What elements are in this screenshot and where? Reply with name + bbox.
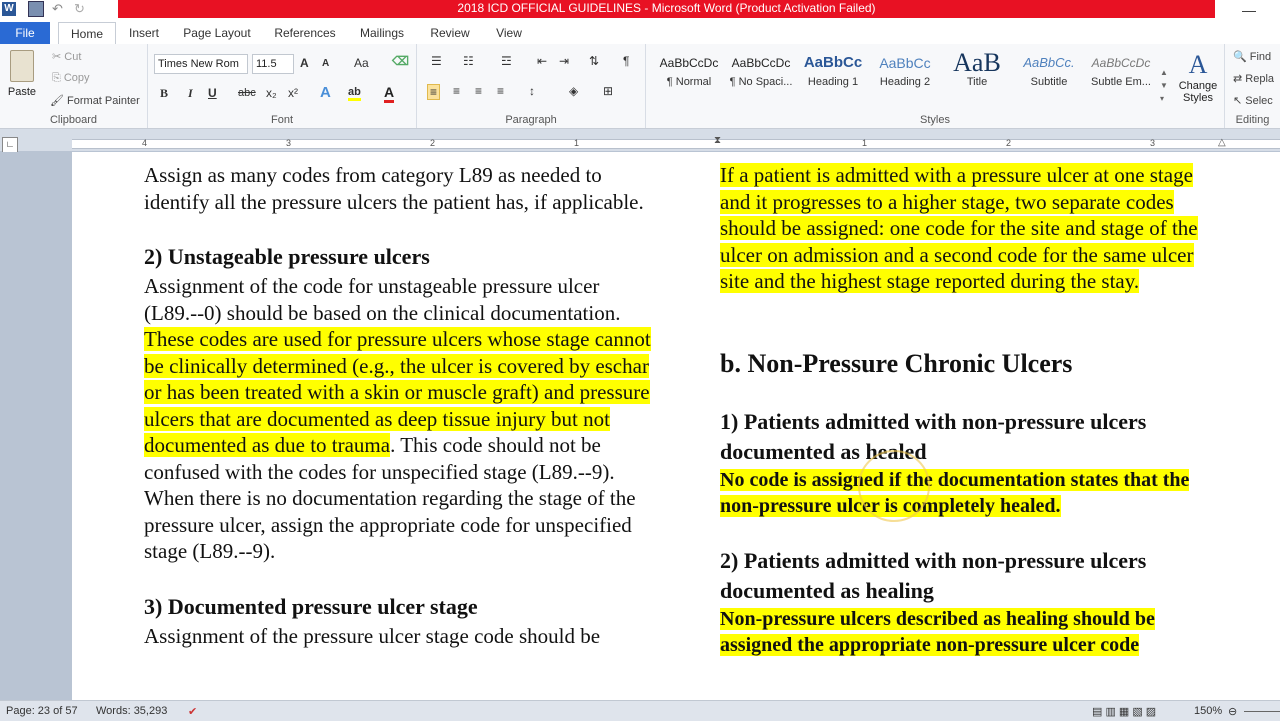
page-count[interactable]: Page: 23 of 57 <box>6 705 78 717</box>
tab-insert[interactable]: Insert <box>128 26 159 40</box>
select-button[interactable] <box>1233 94 1273 107</box>
style-preview: AaB <box>953 48 1001 76</box>
ribbon <box>0 44 1280 129</box>
italic-button[interactable]: I <box>188 86 193 100</box>
right-column <box>720 162 1226 659</box>
style-preview: AaBbCcDc <box>731 56 791 70</box>
right-indent-marker[interactable]: △ <box>1218 137 1226 148</box>
style-title[interactable] <box>942 48 1012 100</box>
tab-references[interactable]: References <box>274 26 336 40</box>
undo-icon[interactable]: ↶ <box>52 1 63 16</box>
heading-documented-stage: 3) Documented pressure ulcer stage <box>144 593 478 619</box>
zoom-slider[interactable] <box>1244 711 1280 712</box>
paragraph-healed <box>720 467 1226 520</box>
heading-documented-healing: 2) Patients admitted with non-pressure ulcers documented as healing <box>720 547 1147 603</box>
superscript-button[interactable]: x² <box>288 86 298 100</box>
cursor-highlight <box>858 450 930 522</box>
ruler-number: 1 <box>862 138 868 148</box>
decrease-indent-icon[interactable]: ⇤ <box>537 54 548 68</box>
style-subtitle[interactable] <box>1014 48 1084 100</box>
style-preview: AaBbCcDc <box>659 56 719 70</box>
paste-button[interactable] <box>4 48 40 108</box>
highlight-color-icon[interactable]: ab <box>348 86 361 101</box>
cut-button[interactable]: ✂ Cut <box>52 51 82 63</box>
select-label: Selec <box>1245 95 1273 107</box>
status-bar <box>0 700 1280 721</box>
format-painter-button[interactable]: 🖌 Format Painter <box>50 95 140 107</box>
change-styles-icon: A <box>1188 50 1208 79</box>
change-styles-button[interactable] <box>1174 50 1222 104</box>
highlighted-text: If a patient is admitted with a pressure ulcer at one stage and it progresses to a higher stage, two separate codes should be assigned: one code for the site and stage of the ulcer on admission and a second code for the same ulcer site and the highest stage reported during the stay. <box>720 163 1198 293</box>
font-label: Font <box>270 114 293 126</box>
paragraph-label: Paragraph <box>505 114 557 126</box>
style-subtle-emphasis[interactable] <box>1086 48 1156 100</box>
clipboard-label: Clipboard <box>49 114 98 126</box>
highlighted-text: No code is assigned if the documentation states that the non-pressure ulcer is completely healed. <box>720 468 1190 517</box>
paragraph: Assign as many codes from category L89 as needed to identify all the pressure ulcers the patient has, if applicable. <box>144 163 644 214</box>
left-column <box>144 162 654 649</box>
heading-unstageable: 2) Unstageable pressure ulcers <box>144 244 430 269</box>
increase-indent-icon[interactable]: ⇥ <box>559 54 570 68</box>
title-bar <box>0 0 1280 20</box>
underline-button[interactable]: U <box>208 86 217 100</box>
strikethrough-button[interactable]: abc <box>238 87 256 99</box>
find-button[interactable] <box>1233 50 1271 63</box>
style-name: Subtitle <box>1030 76 1068 88</box>
font-group <box>148 44 417 128</box>
replace-icon: ⇄ <box>1233 73 1243 85</box>
ribbon-tabs <box>0 20 1280 45</box>
tab-file[interactable]: File <box>0 22 50 44</box>
zoom-out-icon[interactable]: ⊖ <box>1228 706 1238 718</box>
multilevel-list-icon[interactable]: ☲ <box>501 54 512 68</box>
paragraph-healing <box>720 606 1226 659</box>
highlighted-text: Non-pressure ulcers described as healing should be assigned the appropriate non-pressure ulcer code <box>720 607 1155 656</box>
copy-button[interactable]: ⎘ Copy <box>52 72 90 84</box>
justify-icon[interactable]: ≡ <box>497 84 505 98</box>
paragraph-group <box>417 44 646 128</box>
paste-label: Paste <box>7 86 37 98</box>
ruler-number: 3 <box>1150 138 1156 148</box>
copy-label: Copy <box>63 72 90 84</box>
ruler-number: 3 <box>286 138 292 148</box>
editing-group <box>1225 44 1280 128</box>
window-title: 2018 ICD OFFICIAL GUIDELINES - Microsoft Word (Product Activation Failed) <box>118 0 1215 18</box>
style-name: ¶ Normal <box>666 76 712 88</box>
ruler-number: 2 <box>430 138 436 148</box>
style-preview: AaBbCcDc <box>1091 56 1151 70</box>
replace-label: Repla <box>1245 73 1275 85</box>
paragraph-unstageable <box>144 273 654 565</box>
style-heading-2[interactable] <box>870 48 940 100</box>
tab-page-layout[interactable]: Page Layout <box>183 26 251 40</box>
styles-group <box>646 44 1225 128</box>
text-effects-icon[interactable]: A <box>320 84 331 101</box>
cut-label: Cut <box>64 51 82 63</box>
style-name: Heading 1 <box>807 76 859 88</box>
minimize-button[interactable]: — <box>1242 2 1256 18</box>
paragraph-text: Assignment of the code for unstageable pressure ulcer (L89.--0) should be based on the clinical documentation. <box>144 274 621 325</box>
editing-label: Editing <box>1235 114 1270 126</box>
paragraph: Assignment of the pressure ulcer stage code should be <box>144 623 601 648</box>
style-name: Title <box>966 76 988 88</box>
sort-icon[interactable]: ⇅ <box>589 54 600 68</box>
indent-marker[interactable]: ⧗ <box>714 135 722 146</box>
style-name: Heading 2 <box>879 76 931 88</box>
paragraph-text: . This code should not be confused with the codes for unspecified stage (L89.--9). When there is no documentation regarding the stage of the pressure ulcer, assign the appropriate code for unspecified stage (L89.--9). <box>144 433 636 563</box>
word-icon: W <box>2 2 16 16</box>
style-preview: AaBbCc <box>879 55 931 71</box>
highlighted-text: These codes are used for pressure ulcers whose stage cannot be clinically determined (e.g., the ulcer is covered by eschar or has been treated with a skin or muscle graft) and pressure ulcers that are documented as deep tissue injury but not documented as due to trauma <box>144 327 651 457</box>
bullets-icon[interactable]: ☰ <box>431 54 442 68</box>
borders-icon[interactable]: ⊞ <box>603 84 614 98</box>
numbering-icon[interactable]: ☷ <box>463 54 474 68</box>
ruler-number: 1 <box>574 138 580 148</box>
font-name-select[interactable]: Times New Rom <box>154 54 248 74</box>
tab-mailings[interactable]: Mailings <box>359 26 404 40</box>
view-buttons[interactable]: ▤ ▥ ▦ ▧ ▨ <box>1092 706 1157 718</box>
tab-review[interactable]: Review <box>430 26 470 40</box>
styles-label: Styles <box>920 114 950 126</box>
ruler-number: 4 <box>142 138 148 148</box>
style-name: ¶ No Spaci... <box>729 76 793 88</box>
change-case-button[interactable]: Aa <box>354 56 369 70</box>
align-left-icon[interactable]: ≡ <box>427 84 440 100</box>
bold-button[interactable]: B <box>160 86 169 100</box>
font-size-select[interactable]: 11.5 <box>252 54 294 74</box>
proofing-icon[interactable]: ✔ <box>188 706 198 718</box>
format-painter-label: Format Painter <box>67 95 140 107</box>
redo-icon[interactable]: ↻ <box>74 1 85 16</box>
ruler-strip <box>72 139 1280 149</box>
save-icon[interactable] <box>28 1 44 17</box>
shrink-font-button[interactable]: A <box>322 58 330 69</box>
styles-scroll[interactable]: ▲ ▼ ▾ <box>1160 68 1168 103</box>
ruler-number: 2 <box>1006 138 1012 148</box>
show-marks-icon[interactable]: ¶ <box>623 54 630 68</box>
find-label: Find <box>1249 51 1272 63</box>
clipboard-icon <box>10 50 34 82</box>
align-center-icon[interactable]: ≡ <box>453 84 461 98</box>
select-icon: ↖ <box>1233 95 1243 107</box>
font-color-button[interactable]: A <box>384 84 394 103</box>
style-preview: AaBbCc. <box>1023 55 1075 70</box>
tab-view[interactable]: View <box>496 26 522 40</box>
paragraph <box>720 162 1226 295</box>
style-no-spacing[interactable] <box>726 48 796 100</box>
find-icon: 🔍 <box>1233 51 1247 63</box>
word-count[interactable]: Words: 35,293 <box>96 705 168 717</box>
style-heading-1[interactable] <box>798 48 868 100</box>
change-styles-label: Change Styles <box>1178 80 1218 104</box>
align-right-icon[interactable]: ≡ <box>475 84 483 98</box>
grow-font-button[interactable]: A <box>300 56 309 70</box>
quick-access-toolbar <box>0 0 88 18</box>
style-normal[interactable] <box>654 48 724 100</box>
shading-icon[interactable]: ◈ <box>569 84 579 98</box>
replace-button[interactable] <box>1233 72 1274 85</box>
clipboard-group <box>0 44 148 128</box>
tab-home[interactable]: Home <box>58 22 116 46</box>
line-spacing-icon[interactable]: ↕ <box>529 84 535 98</box>
heading-documented-healed: 1) Patients admitted with non-pressure ulcers documented as healed <box>720 408 1147 464</box>
vertical-ruler <box>0 152 72 700</box>
document-page[interactable] <box>72 152 1280 700</box>
subscript-button[interactable]: x₂ <box>266 86 277 100</box>
style-name: Subtle Em... <box>1091 76 1151 88</box>
horizontal-ruler <box>0 129 1280 151</box>
style-preview: AaBbCc <box>803 54 863 71</box>
zoom-level[interactable]: 150% <box>1194 705 1223 717</box>
tab-selector[interactable]: ∟ <box>2 137 18 153</box>
clear-formatting-icon[interactable]: ⌫ <box>392 54 409 68</box>
heading-non-pressure-ulcers: b. Non-Pressure Chronic Ulcers <box>720 348 1073 378</box>
